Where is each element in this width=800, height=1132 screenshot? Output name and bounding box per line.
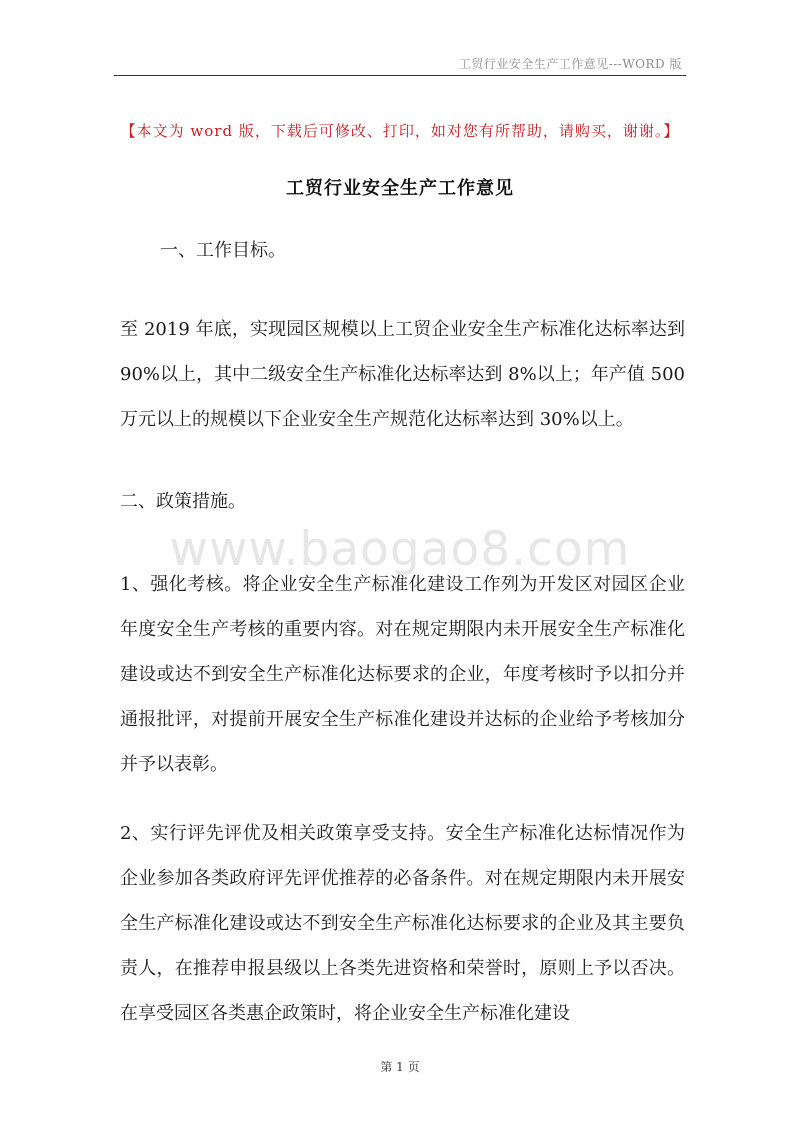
download-notice: 【本文为 word 版，下载后可修改、打印，如对您有所帮助，请购买，谢谢。】 <box>120 122 680 140</box>
section-heading-goals: 一、工作目标。 <box>160 240 286 261</box>
watermark: www.baogao8.com <box>169 522 631 577</box>
section-heading-policy: 二、政策措施。 <box>120 491 246 512</box>
running-header: 工贸行业安全生产工作意见---WORD 版 <box>458 57 682 71</box>
paragraph-measure-1: 1、强化考核。将企业安全生产标准化建设工作列为开发区对园区企业年度安全生产考核的重要内容。对在规定期限内未开展安全生产标准化建设或达不到安全生产标准化达标要求的企业，年度考核时予以扣分并通报批评，对提前开展安全生产标准化建设并达标的企业给予考核加分并予以表彰。 <box>120 574 685 775</box>
document-title: 工贸行业安全生产工作意见 <box>286 178 514 199</box>
paragraph-measure-2: 2、实行评先评优及相关政策享受支持。安全生产标准化达标情况作为企业参加各类政府评先评优推荐的必备条件。对在规定期限内未开展安全生产标准化建设或达不到安全生产标准化达标要求的企业及其主要负责人，在推荐申报县级以上各类先进资格和荣誉时，原则上予以否决。在享受园区各类惠企政策时，将企业安全生产标准化建设 <box>120 823 685 1024</box>
header-divider <box>114 75 686 76</box>
paragraph-goals: 至 2019 年底，实现园区规模以上工贸企业安全生产标准化达标率达到 90%以上，其中二级安全生产标准化达标率达到 8%以上；年产值 500 万元以上的规模以下企业安全生产规范化达标率达到 30%以上。 <box>120 319 685 430</box>
page-number: 第 1 页 <box>380 1060 420 1074</box>
